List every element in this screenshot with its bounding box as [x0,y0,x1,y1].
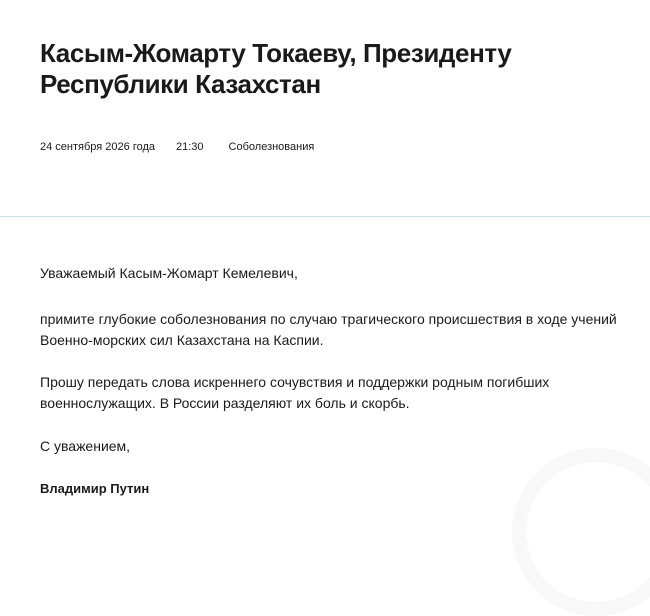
document-header [0,0,650,216]
letter-paragraph: примите глубокие соболезнования по случаю трагического происшествия в ходе учений Военно-морских сил Казахстана на Каспии. [40,311,617,348]
document-meta [40,140,314,154]
letter-paragraph: Прошу передать слова искреннего сочувствия и поддержки родным погибших военнослужащих. В России разделяют их боль и скорбь. [40,374,550,411]
page-title: Касым-Жомарту Токаеву, Президенту Республики Казахстан [40,38,512,99]
publication-time: 21:30 [176,141,204,153]
letter-closing: С уважением, [40,438,131,454]
publication-date: 24 сентября 2026 года [40,141,155,153]
category-link[interactable]: Соболезнования [228,141,315,153]
letter-greeting: Уважаемый Касым-Жомарт Кемелевич, [40,265,298,281]
section-divider [0,216,650,217]
letter-signature: Владимир Путин [40,481,150,496]
